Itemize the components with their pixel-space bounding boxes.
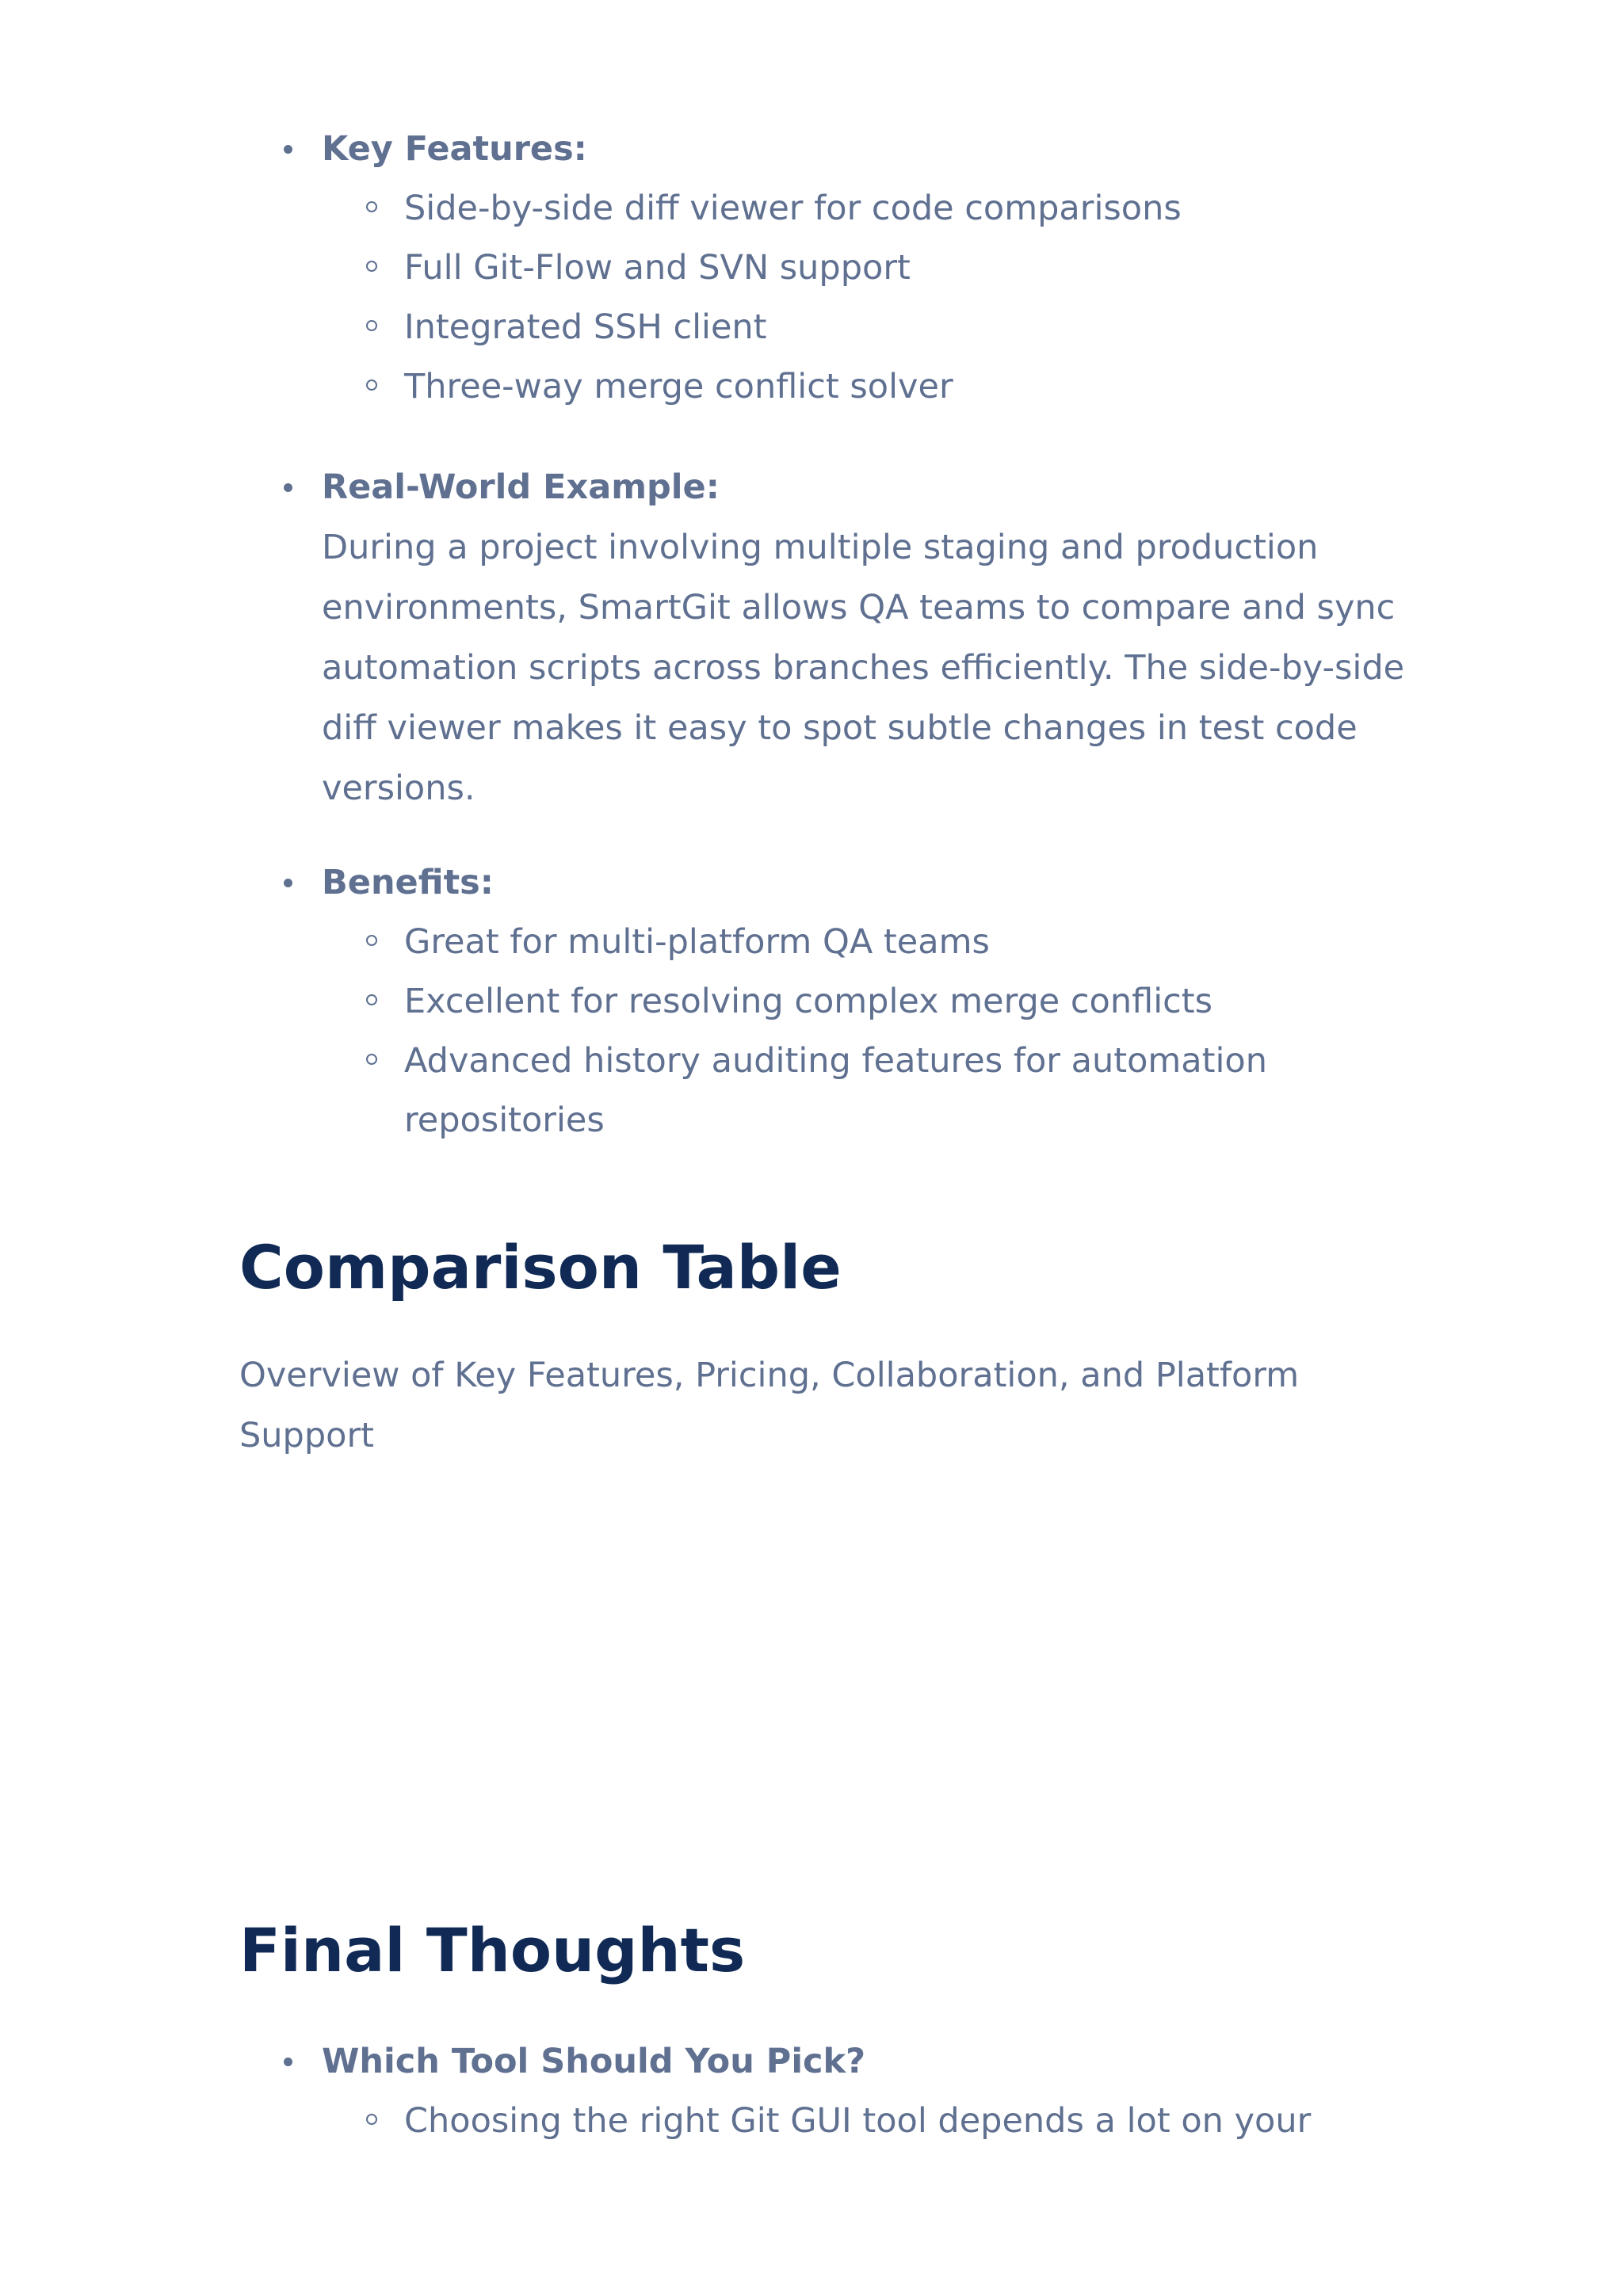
final-thoughts-heading: Final Thoughts xyxy=(239,1915,746,1985)
key-features-sublist xyxy=(322,179,1428,417)
benefits-item xyxy=(239,852,1428,1150)
benefits-label: Benefits: xyxy=(322,863,494,902)
benefits-list xyxy=(239,852,1428,1150)
real-world-label: Real-World Example: xyxy=(322,467,720,507)
final-thoughts-item xyxy=(239,2031,1428,2151)
real-world-list xyxy=(239,457,1428,818)
list-item: Choosing the right Git GUI tool depends a lot on your xyxy=(322,2092,1428,2151)
list-item: Excellent for resolving complex merge conflicts xyxy=(322,972,1431,1032)
list-item: Great for multi-platform QA teams xyxy=(322,913,1431,972)
final-thoughts-list xyxy=(239,2031,1428,2151)
real-world-text: During a project involving multiple staging and production environments, SmartGit allows QA teams to compare and sync automation scripts across branches efficiently. The side-by-side diff viewer makes it easy to spot subtle changes in test code versions. xyxy=(322,528,1405,808)
final-thoughts-sublist xyxy=(322,2092,1428,2151)
list-item: Full Git-Flow and SVN support xyxy=(322,238,1428,298)
key-features-label: Key Features: xyxy=(322,129,587,169)
key-features-item xyxy=(239,119,1428,417)
final-thoughts-label: Which Tool Should You Pick? xyxy=(322,2042,866,2081)
real-world-item xyxy=(239,457,1428,818)
comparison-intro: Overview of Key Features, Pricing, Collaboration, and Platform Support xyxy=(239,1356,1300,1455)
list-item: Side-by-side diff viewer for code comparisons xyxy=(322,179,1428,238)
benefits-sublist xyxy=(322,913,1431,1150)
comparison-heading: Comparison Table xyxy=(239,1232,842,1302)
list-item: Three-way merge conflict solver xyxy=(322,357,1428,417)
key-features-list xyxy=(239,119,1428,417)
list-item: Advanced history auditing features for automation repositories xyxy=(322,1032,1316,1150)
list-item: Integrated SSH client xyxy=(322,298,1428,357)
